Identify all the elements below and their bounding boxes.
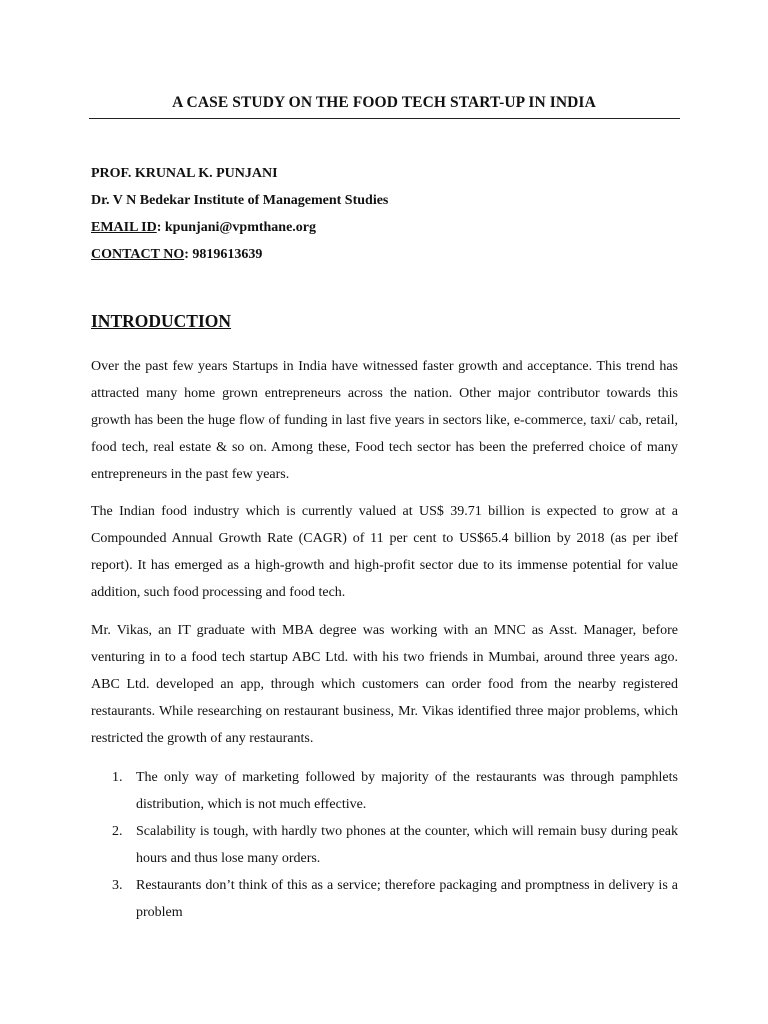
author-email bbox=[91, 214, 388, 241]
list-item-text: Scalability is tough, with hardly two phones at the counter, which will remain busy during peak hours and thus lose many orders. bbox=[136, 824, 678, 866]
author-block bbox=[91, 160, 388, 268]
paragraph: Over the past few years Startups in India have witnessed faster growth and acceptance. This trend has attracted many home grown entrepreneurs across the nation. Other major contributor towards this growth has been the huge flow of funding in last five years in sectors like, e-commerce, taxi/ cab, retail, food tech, real estate & so on. Among these, Food tech sector has been the preferred choice of many entrepreneurs in the past few years. bbox=[91, 359, 678, 482]
section-heading-introduction: INTRODUCTION bbox=[91, 311, 232, 331]
list-item bbox=[91, 764, 678, 818]
list-item-number: 3. bbox=[112, 878, 123, 893]
problems-list bbox=[91, 764, 678, 926]
list-item-number: 1. bbox=[112, 770, 123, 785]
list-item-text: Restaurants don’t think of this as a service; therefore packaging and promptness in delivery is a problem bbox=[136, 878, 678, 920]
list-item bbox=[91, 872, 678, 926]
email-value: : kpunjani@vpmthane.org bbox=[156, 220, 317, 235]
contact-label: CONTACT NO bbox=[91, 247, 185, 262]
title-divider bbox=[89, 118, 680, 119]
author-contact bbox=[91, 241, 388, 268]
author-institute: Dr. V N Bedekar Institute of Management Studies bbox=[91, 193, 389, 208]
paragraph: Mr. Vikas, an IT graduate with MBA degree was working with an MNC as Asst. Manager, before venturing in to a food tech startup ABC Ltd. with his two friends in Mumbai, around three years ago. ABC Ltd. developed an app, through which customers can order food from the nearby registered restaurants. While researching on restaurant business, Mr. Vikas identified three major problems, which restricted the growth of any restaurants. bbox=[91, 623, 678, 746]
list-item bbox=[91, 818, 678, 872]
list-item-text: The only way of marketing followed by majority of the restaurants was through pamphlets distribution, which is not much effective. bbox=[136, 770, 678, 812]
author-name: PROF. KRUNAL K. PUNJANI bbox=[91, 166, 278, 181]
paragraph: The Indian food industry which is currently valued at US$ 39.71 billion is expected to grow at a Compounded Annual Growth Rate (CAGR) of 11 per cent to US$65.4 billion by 2018 (as per ibef report). It has emerged as a high-growth and high-profit sector due to its immense potential for value addition, such food processing and food tech. bbox=[91, 504, 678, 600]
contact-value: : 9819613639 bbox=[184, 247, 263, 262]
list-item-number: 2. bbox=[112, 824, 123, 839]
email-label: EMAIL ID bbox=[91, 220, 157, 235]
paper-title: A CASE STUDY ON THE FOOD TECH START-UP IN INDIA bbox=[172, 94, 596, 111]
